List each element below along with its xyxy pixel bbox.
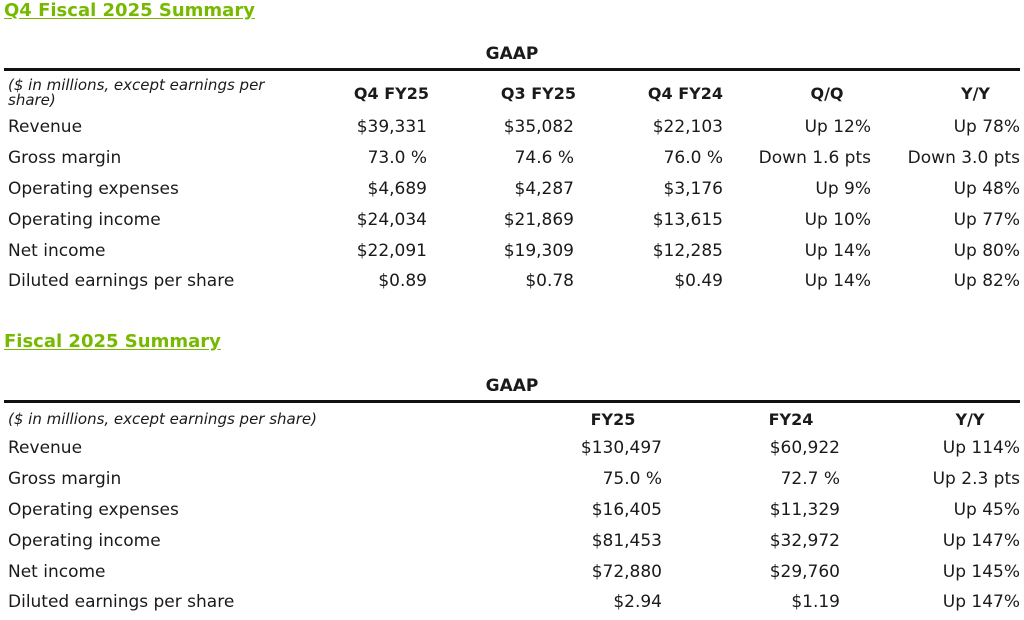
table-cell: Up 82% <box>953 271 1020 292</box>
table-cell: $21,869 <box>503 209 574 230</box>
row-label: Operating income <box>8 209 161 230</box>
fy-header-row <box>4 405 1020 433</box>
q4-col-header: Q3 FY25 <box>500 83 576 103</box>
table-cell: 74.6 % <box>514 148 574 169</box>
q4-table-row <box>4 204 1020 235</box>
q4-table-row <box>4 174 1020 205</box>
table-cell: $2.94 <box>613 592 662 613</box>
table-cell: Up 12% <box>804 117 871 138</box>
table-cell: $4,689 <box>367 178 427 199</box>
table-cell: $0.89 <box>378 271 427 292</box>
table-cell: Up 145% <box>942 561 1020 582</box>
q4-gaap-heading: GAAP <box>485 44 539 64</box>
q4-header-row <box>4 74 1020 112</box>
table-cell: $19,309 <box>503 240 574 261</box>
table-cell: $11,329 <box>769 499 840 520</box>
table-cell: Down 1.6 pts <box>758 148 871 169</box>
table-cell: Up 77% <box>953 209 1020 230</box>
table-cell: 76.0 % <box>663 148 723 169</box>
table-cell: Up 80% <box>953 240 1020 261</box>
fy-gaap-heading: GAAP <box>485 376 539 396</box>
row-label: Net income <box>8 240 106 261</box>
table-cell: $130,497 <box>580 438 662 459</box>
fy-table-row <box>4 433 1020 464</box>
table-cell: 72.7 % <box>780 469 840 490</box>
fy-header-rule <box>4 400 1020 403</box>
row-label: Operating expenses <box>8 499 179 520</box>
table-cell: Up 2.3 pts <box>932 469 1020 490</box>
table-cell: 75.0 % <box>602 469 662 490</box>
fy-table-row <box>4 525 1020 556</box>
q4-col-header: Y/Y <box>960 83 990 103</box>
q4-table-row <box>4 266 1020 297</box>
table-cell: $24,034 <box>356 209 427 230</box>
table-cell: Up 10% <box>804 209 871 230</box>
row-label: Operating expenses <box>8 178 179 199</box>
q4-header-rule <box>4 68 1020 71</box>
q4-table-row <box>4 235 1020 266</box>
table-cell: Up 14% <box>804 240 871 261</box>
table-cell: Up 147% <box>942 592 1020 613</box>
row-label: Operating income <box>8 530 161 551</box>
fy-table-row <box>4 495 1020 526</box>
row-label: Diluted earnings per share <box>8 271 235 292</box>
table-cell: Down 3.0 pts <box>907 148 1020 169</box>
table-cell: $0.78 <box>525 271 574 292</box>
fy-col-header: Y/Y <box>955 409 985 429</box>
table-cell: $12,285 <box>652 240 723 261</box>
q4-col-header: Q4 FY24 <box>647 83 723 103</box>
fy-col-header: FY24 <box>768 409 814 429</box>
table-cell: $4,287 <box>514 178 574 199</box>
table-cell: $13,615 <box>652 209 723 230</box>
q4-table-row <box>4 143 1020 174</box>
table-cell: $35,082 <box>503 117 574 138</box>
row-label: Net income <box>8 561 106 582</box>
table-cell: $72,880 <box>591 561 662 582</box>
row-label: Gross margin <box>8 469 122 490</box>
fy-summary-table <box>4 405 1020 618</box>
table-cell: $0.49 <box>674 271 723 292</box>
table-cell: $1.19 <box>791 592 840 613</box>
table-cell: 73.0 % <box>367 148 427 169</box>
q4-summary-table <box>4 74 1020 297</box>
q4-units-note: ($ in millions, except earnings per share) <box>8 76 265 109</box>
table-cell: $3,176 <box>663 178 723 199</box>
table-cell: Up 9% <box>815 178 871 199</box>
table-cell: $22,091 <box>356 240 427 261</box>
table-cell: $81,453 <box>591 530 662 551</box>
table-cell: $32,972 <box>769 530 840 551</box>
table-cell: $16,405 <box>591 499 662 520</box>
q4-col-header: Q4 FY25 <box>353 83 429 103</box>
table-cell: $22,103 <box>652 117 723 138</box>
table-cell: Up 147% <box>942 530 1020 551</box>
fy-units-note: ($ in millions, except earnings per share) <box>8 409 317 428</box>
table-cell: Up 78% <box>953 117 1020 138</box>
fy-table-row <box>4 587 1020 618</box>
row-label: Revenue <box>8 117 83 138</box>
table-cell: Up 14% <box>804 271 871 292</box>
q4-table-row <box>4 112 1020 143</box>
table-cell: $39,331 <box>356 117 427 138</box>
fy-summary-title: Fiscal 2025 Summary <box>4 331 221 352</box>
fy-table-row <box>4 556 1020 587</box>
row-label: Gross margin <box>8 148 122 169</box>
row-label: Diluted earnings per share <box>8 592 235 613</box>
table-cell: $60,922 <box>769 438 840 459</box>
q4-summary-title: Q4 Fiscal 2025 Summary <box>4 0 255 21</box>
row-label: Revenue <box>8 438 83 459</box>
table-cell: Up 48% <box>953 178 1020 199</box>
fy-table-row <box>4 464 1020 495</box>
table-cell: $29,760 <box>769 561 840 582</box>
table-cell: Up 114% <box>942 438 1020 459</box>
q4-col-header: Q/Q <box>810 83 844 103</box>
table-cell: Up 45% <box>953 499 1020 520</box>
fy-col-header: FY25 <box>590 409 636 429</box>
